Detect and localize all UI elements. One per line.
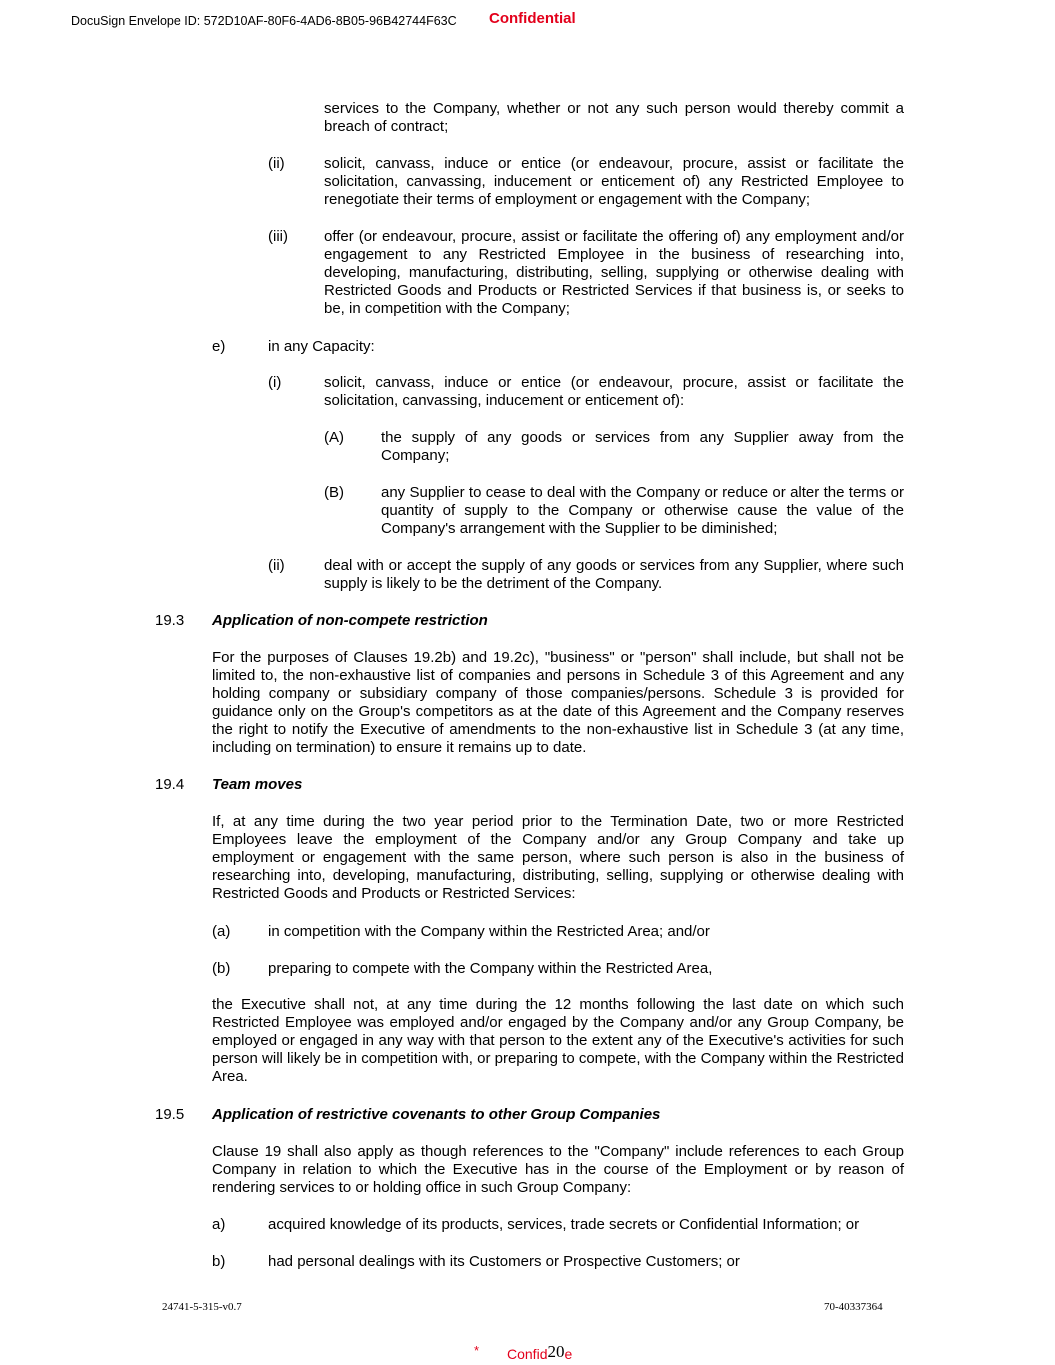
- section-19-5-number: 19.5: [155, 1106, 185, 1123]
- item-A-label: (A): [324, 429, 344, 446]
- footer-conf-part-a: Conf: [507, 1346, 537, 1362]
- item-e-text: in any Capacity:: [268, 338, 375, 355]
- section-19-5-item-b-text: had personal dealings with its Customers or Prospective Customers; or: [268, 1253, 740, 1270]
- continuation-paragraph: services to the Company, whether or not any such person would thereby commit a breach of contract;: [324, 100, 904, 135]
- section-19-4-item-a-text: in competition with the Company within the Restricted Area; and/or: [268, 923, 710, 940]
- section-19-4-title: Team moves: [212, 776, 303, 793]
- footer-conf-part-c: e: [564, 1346, 573, 1362]
- confidential-header: Confidential: [489, 10, 576, 27]
- item-B-label: (B): [324, 484, 344, 501]
- item-iii-label: (iii): [268, 228, 288, 245]
- section-19-4-item-b-text: preparing to compete with the Company within the Restricted Area,: [268, 960, 713, 977]
- section-19-5-item-a-text: acquired knowledge of its products, services, trade secrets or Confidential Information; or: [268, 1216, 860, 1233]
- item-ii-label: (ii): [268, 155, 285, 172]
- section-19-3-body: For the purposes of Clauses 19.2b) and 19.2c), "business" or "person" shall include, but shall not be limited to, the non-exhaustive list of companies and persons in Schedule 3 of this Agreement and any holding company or subsidiary company of those companies/persons. Schedule 3 is provided for guidance only on the Group's competitors as at the date of this Agreement and the Company reserves the right to notify the Executive of amendments to the non-exhaustive list in Schedule 3 (at any time, including on termination) to ensure it remains up to date.: [212, 649, 904, 756]
- item-ii-text: solicit, canvass, induce or entice (or endeavour, procure, assist or facilitate the solicitation, canvassing, inducement or enticement of) any Restricted Employee to renegotiate their terms of employment or engagement with the Company;: [324, 155, 904, 208]
- section-19-4-tail: the Executive shall not, at any time during the 12 months following the last date on which such Restricted Employee was employed and/or engaged by the Company and/or any Group Company, be employed or engaged in any way with that person to the extent any of the Executive's activities for such person will likely be in competition with, or preparing to compete, with the Company within the Restricted Area.: [212, 996, 904, 1085]
- docusign-envelope-id: DocuSign Envelope ID: 572D10AF-80F6-4AD6-8B05-96B42744F63C: [71, 14, 457, 28]
- item-iii-text: offer (or endeavour, procure, assist or facilitate the offering of) any employment and/or engagement to any Restricted Employee in the business of researching into, developing, manufacturing, distributing, selling, supplying or otherwise dealing with Restricted Goods and Products or Restricted Services if that business is, or seeks to be, in competition with the Company;: [324, 228, 904, 317]
- item-e-i-text: solicit, canvass, induce or entice (or endeavour, procure, assist or facilitate the solicitation, canvassing, inducement or enticement of):: [324, 374, 904, 409]
- section-19-3-number: 19.3: [155, 612, 185, 629]
- item-e-ii-text: deal with or accept the supply of any goods or services from any Supplier, where such supply is likely to be the detriment of the Company.: [324, 557, 904, 592]
- section-19-4-number: 19.4: [155, 776, 185, 793]
- section-19-3-title: Application of non-compete restriction: [212, 612, 488, 629]
- section-19-5-title: Application of restrictive covenants to other Group Companies: [212, 1106, 661, 1123]
- section-19-5-body: Clause 19 shall also apply as though references to the "Company" include references to each Group Company in relation to which the Executive has in the course of the Employment or by reason of rendering services to or holding office in such Group Company:: [212, 1143, 904, 1196]
- footer-matter-reference: 70-40337364: [824, 1301, 883, 1313]
- section-19-4-item-a-label: (a): [212, 923, 231, 940]
- item-B-text: any Supplier to cease to deal with the Company or reduce or alter the terms or quantity of supply to the Company or otherwise cause the value of the Company's arrangement with the Supplier to be diminished;: [381, 484, 904, 537]
- section-19-4-item-b-label: (b): [212, 960, 231, 977]
- item-e-i-label: (i): [268, 374, 282, 391]
- section-19-4-body: If, at any time during the two year period prior to the Termination Date, two or more Restricted Employees leave the employment of the Company and/or any Group Company and take up employment or engagement with the same person, where such person is also in the business of researching into, developing, manufacturing, distributing, selling, supplying or otherwise dealing with Restricted Goods and Products or Restricted Services:: [212, 813, 904, 902]
- page-number: 20: [547, 1342, 565, 1361]
- section-19-5-item-b-label: b): [212, 1253, 226, 1270]
- item-e-label: e): [212, 338, 226, 355]
- footer-confidential-stamp: [507, 1342, 572, 1362]
- item-e-ii-label: (ii): [268, 557, 285, 574]
- footer-document-reference: 24741-5-315-v0.7: [162, 1301, 242, 1313]
- footer-conf-part-b: id: [536, 1346, 548, 1362]
- section-19-5-item-a-label: a): [212, 1216, 226, 1233]
- item-A-text: the supply of any goods or services from any Supplier away from the Company;: [381, 429, 904, 464]
- footer-star-mark: *: [474, 1343, 480, 1358]
